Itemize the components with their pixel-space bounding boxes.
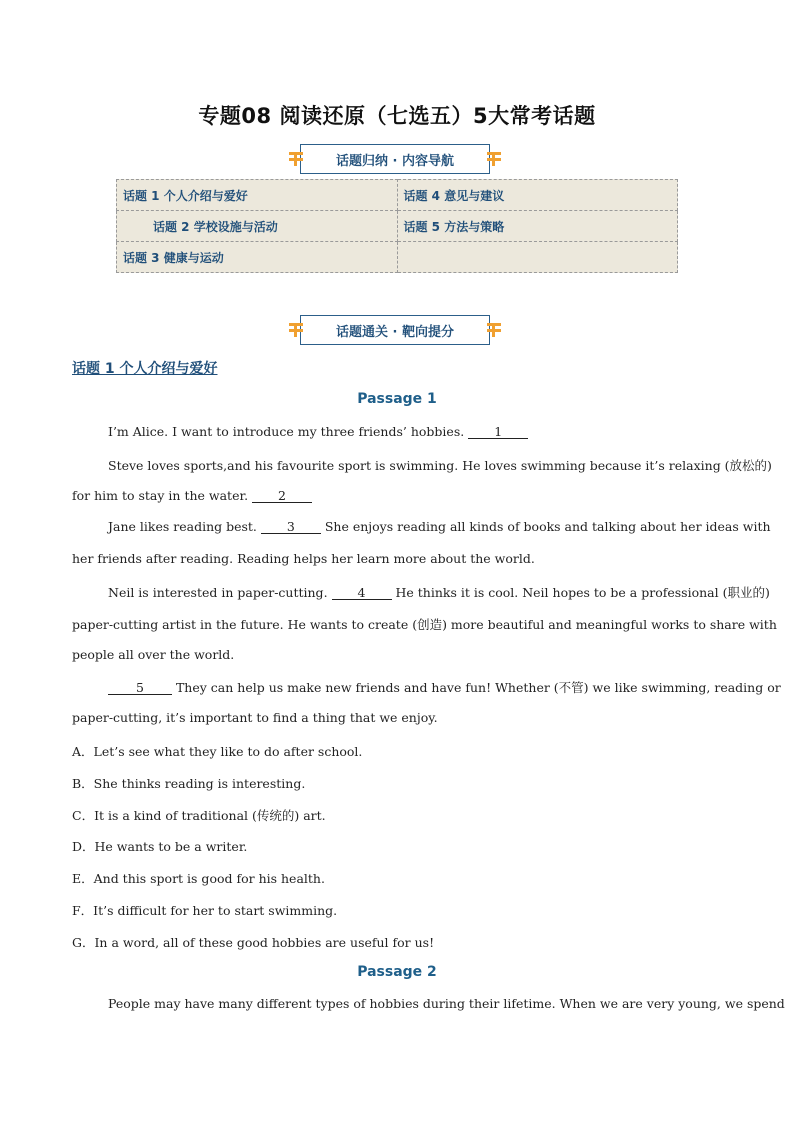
paragraph-text: for him to stay in the water. <box>72 488 253 503</box>
toc-empty-cell <box>397 242 678 273</box>
paragraph-text: Jane likes reading best. <box>108 519 261 534</box>
passage-title: Passage 2 <box>357 964 437 980</box>
paragraph-line: People may have many different types of hobbies during their lifetime. When we are very young, we spend <box>108 996 785 1011</box>
answer-blank[interactable]: 4 <box>332 586 392 600</box>
paragraph-text: Neil is interested in paper-cutting. <box>108 585 332 600</box>
paragraph-line <box>108 424 528 439</box>
toc-topic-2[interactable]: 话题 2 学校设施与活动 <box>117 211 398 242</box>
toc-topic-4[interactable]: 话题 4 意见与建议 <box>397 180 678 211</box>
banner-ornament-icon <box>289 323 303 337</box>
answer-blank[interactable]: 2 <box>252 489 312 503</box>
topic-table <box>116 179 678 273</box>
paragraph-text: I’m Alice. I want to introduce my three friends’ hobbies. <box>108 424 469 439</box>
toc-topic-5[interactable]: 话题 5 方法与策略 <box>397 211 678 242</box>
paragraph-text: They can help us make new friends and have fun! Whether (不管) we like swimming, reading or <box>172 680 781 695</box>
answer-blank[interactable]: 3 <box>261 520 321 534</box>
toc-topic-3[interactable]: 话题 3 健康与运动 <box>117 242 398 273</box>
option-g: G．In a word, all of these good hobbies are useful for us! <box>72 935 435 950</box>
paragraph-line: Steve loves sports,and his favourite sport is swimming. He loves swimming because it’s relaxing (放松的) <box>108 458 772 473</box>
answer-blank[interactable]: 1 <box>468 425 528 439</box>
section-banner-practice <box>300 315 490 345</box>
option-f: F．It’s difficult for her to start swimming. <box>72 903 338 918</box>
option-a: A．Let’s see what they like to do after school. <box>72 744 363 759</box>
option-c: C．It is a kind of traditional (传统的) art. <box>72 808 326 823</box>
answer-blank[interactable]: 5 <box>108 681 172 695</box>
passage-title: Passage 1 <box>357 391 437 407</box>
paragraph-line: paper-cutting artist in the future. He wants to create (创造) more beautiful and meaningful works to share with <box>72 617 777 632</box>
paragraph-line <box>108 519 771 534</box>
paragraph-line: people all over the world. <box>72 647 235 662</box>
option-e: E．And this sport is good for his health. <box>72 871 325 886</box>
paragraph-line: paper-cutting, it’s important to find a thing that we enjoy. <box>72 710 438 725</box>
paragraph-text: She enjoys reading all kinds of books and talking about her ideas with <box>320 519 771 534</box>
banner-ornament-icon <box>487 152 501 166</box>
banner-ornament-icon <box>487 323 501 337</box>
banner-label: 话题通关 · 靶向提分 <box>336 324 454 340</box>
banner-label: 话题归纳 · 内容导航 <box>336 153 454 169</box>
paragraph-line <box>72 488 312 503</box>
option-b: B．She thinks reading is interesting. <box>72 776 306 791</box>
page-title: 专题08 阅读还原（七选五）5大常考话题 <box>198 104 596 128</box>
banner-ornament-icon <box>289 152 303 166</box>
topic-heading: 话题 1 个人介绍与爱好 <box>72 361 218 377</box>
section-banner-toc <box>300 144 490 174</box>
toc-topic-1[interactable]: 话题 1 个人介绍与爱好 <box>117 180 398 211</box>
paragraph-text: He thinks it is cool. Neil hopes to be a professional (职业的) <box>391 585 770 600</box>
option-d: D．He wants to be a writer. <box>72 839 248 854</box>
paragraph-line <box>108 583 770 601</box>
paragraph-line: her friends after reading. Reading helps her learn more about the world. <box>72 551 535 566</box>
paragraph-line <box>108 678 781 696</box>
